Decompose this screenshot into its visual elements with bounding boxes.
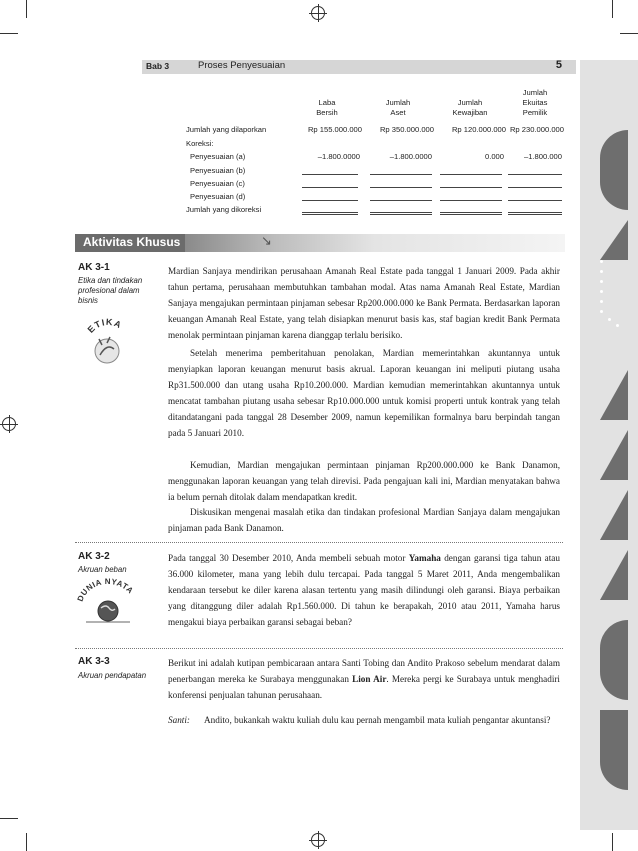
exercise-id: AK 3-1 <box>78 262 110 273</box>
section-banner <box>75 234 565 252</box>
column-header: Aset <box>390 108 406 117</box>
exercise-paragraph: Pada tanggal 30 Desember 2010, Anda membeli sebuah motor Yamaha dengan garansi tiga tahun atau 36.000 kilometer, mana yang lebih dulu tercapai. Pada tanggal 5 Maret 2011, Anda mengembalikan kendaraan tersebut ke diler karena alasan tertentu yang masih dilindungi oleh garansi. Biaya perbaikan yang ditanggung diler adalah Rp1.560.000. Di tahun ke berapakah, 2010 atau 2011, Yamaha harus mengakui biaya perbaikan garansi sebagai beban? <box>168 553 560 627</box>
table-cell: Rp 350.000.000 <box>379 125 434 134</box>
table-cell: –1.800.0000 <box>317 152 360 161</box>
exercise-paragraph: Diskusikan mengenai masalah etika dan tindakan profesional Mardian Sanjaya dalam mengajukan pinjaman pada Bank Danamon. <box>168 507 560 533</box>
crop-mark <box>620 33 638 34</box>
column-header: Laba <box>318 98 336 107</box>
exercise-caption: Akruan pendapatan <box>78 671 147 680</box>
registration-mark-icon <box>311 833 325 847</box>
table-cell: Rp 120.000.000 <box>451 125 506 134</box>
decor-shape <box>600 710 628 790</box>
section-divider <box>75 542 563 543</box>
decor-shape <box>600 370 628 420</box>
arrow-down-right-icon: ↘ <box>261 234 272 249</box>
chapter-label: Bab 3 <box>146 61 170 71</box>
brand-name: Yamaha <box>408 553 441 563</box>
exercise-caption: Akruan beban <box>78 565 127 574</box>
section-title: Proses Penyesuaian <box>198 60 286 71</box>
table-cell: 0.000 <box>484 152 504 161</box>
page-number: 5 <box>555 59 562 71</box>
dunia-nyata-badge-icon <box>76 578 140 628</box>
exercise-paragraph: Berikut ini adalah kutipan pembicaraan antara Santi Tobing dan Andito Prakoso sebelum mendarat dalam penerbangan mereka ke Surabaya menggunakan Lion Air. Mereka pergi ke Surabaya untuk menghadiri konferensi penjualan tahunan perusahaan. <box>168 658 560 700</box>
column-header: Jumlah <box>457 98 483 107</box>
row-label: Penyesuaian (c) <box>190 179 245 188</box>
crop-mark <box>0 818 18 819</box>
svg-text:DUNIA NYATA <box>76 578 135 603</box>
table-cell: –1.800.000 <box>523 152 562 161</box>
row-label: Koreksi: <box>186 139 214 148</box>
decor-shape <box>600 550 628 600</box>
column-header: Jumlah <box>385 98 411 107</box>
exercise-caption: Etika dan tindakan profesional dalam bisnis <box>78 276 143 305</box>
column-header: Kewajiban <box>452 108 488 117</box>
row-label: Penyesuaian (d) <box>190 192 246 201</box>
decor-shape <box>600 620 628 700</box>
crop-mark <box>612 833 613 851</box>
table-cell: –1.800.0000 <box>389 152 432 161</box>
exercise-paragraph: Mardian Sanjaya mendirikan perusahaan Amanah Real Estate pada tanggal 1 Januari 2009. Pada akhir tahun pertama, perusahaan membutuhkan tambahan modal. Atas nama Amanah Real Estate, Mardian Sanjaya mengajukan permintaan pinjaman sebesar Rp200.000.000 ke Bank Permata. Berdasarkan laporan keuangan Amanah Real Estate, yang telah disiapkan menurut basis kas, staf bagian kredit Bank Permata menolak permintaan pinjaman karena dianggap terlalu berisiko. <box>168 266 560 340</box>
row-label: Penyesuaian (b) <box>190 166 246 175</box>
registration-mark-icon <box>2 417 16 431</box>
row-label: Jumlah yang dikoreksi <box>186 205 262 214</box>
table-cell: Rp 230.000.000 <box>509 125 564 134</box>
crop-mark <box>26 833 27 851</box>
row-label: Jumlah yang dilaporkan <box>186 125 267 134</box>
decor-shape <box>600 220 628 260</box>
running-header <box>142 60 576 74</box>
crop-mark <box>0 33 18 34</box>
dialogue-line: Andito, bukankah waktu kuliah dulu kau pernah mengambil mata kuliah pengantar akuntansi? <box>204 715 551 725</box>
exercise-paragraph: Kemudian, Mardian mengajukan permintaan pinjaman Rp200.000.000 ke Bank Danamon, menggunakan laporan keuangan yang telah direvisi. Pada pengajuan kali ini, Mardian menyatakan bahwa ia belum pernah ditolak dalam mendapatkan kredit. <box>168 460 560 502</box>
dialogue-speaker: Santi: <box>168 715 190 725</box>
registration-mark-icon <box>311 6 325 20</box>
svg-text:ETIKA <box>86 317 124 335</box>
row-label: Penyesuaian (a) <box>190 152 246 161</box>
table-cell: Rp 155.000.000 <box>307 125 362 134</box>
etika-badge-icon <box>80 315 136 371</box>
column-header: Ekuitas <box>522 98 548 107</box>
section-banner-title: Aktivitas Khusus <box>83 235 181 249</box>
column-header: Pemilik <box>522 108 548 117</box>
column-header: Jumlah <box>522 88 548 97</box>
decor-shape <box>600 430 628 480</box>
crop-mark <box>612 0 613 18</box>
decor-shape <box>600 130 628 210</box>
crop-mark <box>26 0 27 18</box>
section-divider <box>75 648 563 649</box>
decor-shape <box>600 490 628 540</box>
exercise-id: AK 3-3 <box>78 656 110 667</box>
exercise-paragraph: Setelah menerima pemberitahuan penolakan, Mardian memerintahkan akuntannya untuk menyiapkan laporan keuangan menurut basis akrual. Laporan keuangan ini meliputi piutang usaha Rp31.500.000 dan utang usaha Rp10.200.000. Mardian kemudian memerintahkan akuntannya untuk mencatat tambahan piutang usaha sebesar Rp10.000.000 untuk komisi properti untuk kontrak yang telah ditandatangani pada tanggal 28 Desember 2009, namun kepemilikan formalnya baru berpindah tangan pada 5 Januari 2010. <box>168 348 560 438</box>
brand-name: Lion Air <box>352 673 387 684</box>
badge-label: DUNIA NYATA <box>76 578 136 603</box>
badge-label: ETIKA <box>85 316 124 335</box>
decorative-side-band <box>580 60 638 830</box>
column-header: Bersih <box>316 108 338 117</box>
exercise-id: AK 3-2 <box>78 551 110 562</box>
